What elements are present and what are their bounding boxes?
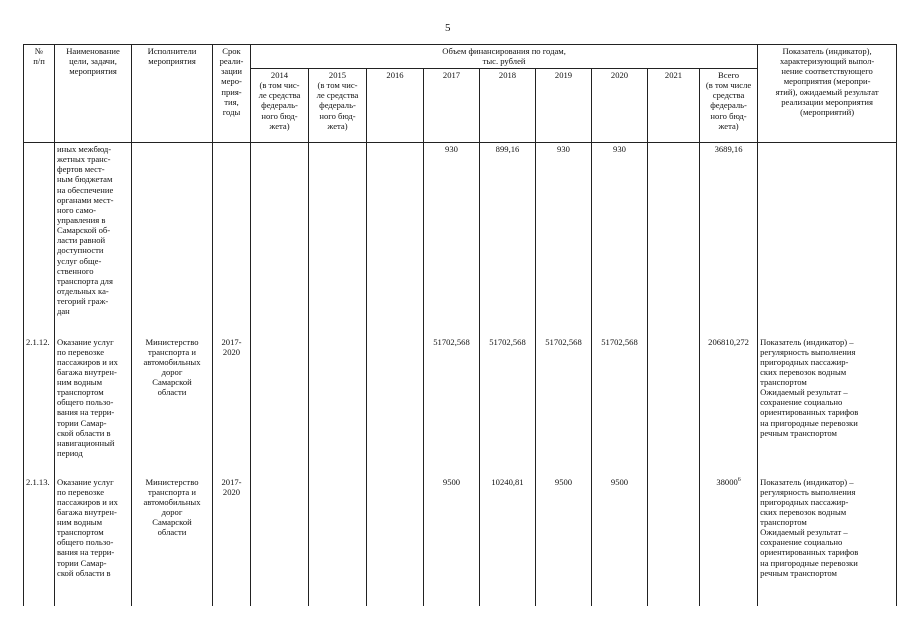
row-total <box>700 143 758 336</box>
row-indicator: Показатель (индикатор) – регулярность выполнения пригородных пассажир- ских перевозок водным транспортом Ожидаемый результат – сохранение социально ориентированных тарифов на пригородные перевозки речным транспортом <box>758 476 897 606</box>
row-total <box>700 476 758 606</box>
header-year-2014: 2014 (в том чис- ле средства федераль- ного бюд- жета) <box>251 69 309 143</box>
row-value-2015 <box>309 143 367 336</box>
header-name: Наименование цели, задачи, мероприятия <box>55 45 132 143</box>
row-value-2019: 9500 <box>536 476 592 606</box>
row-num: 2.1.12. <box>24 336 55 476</box>
row-value-2016 <box>367 476 424 606</box>
row-total-value: 206810,272 <box>708 336 749 347</box>
header-year-2021: 2021 <box>648 69 700 143</box>
row-value-2014 <box>251 143 309 336</box>
row-value-2014 <box>251 476 309 606</box>
row-executors: Министерство транспорта и автомобильных дорог Самарской области <box>132 476 213 606</box>
table-row <box>24 336 897 476</box>
row-total <box>700 336 758 476</box>
row-term: 2017- 2020 <box>213 336 251 476</box>
header-year-2020: 2020 <box>592 69 648 143</box>
row-total-value: 38000 <box>716 476 738 487</box>
row-value-2018: 10240,81 <box>480 476 536 606</box>
row-total-value: 3689,16 <box>714 144 743 154</box>
page-number: 5 <box>445 22 451 34</box>
row-executors: Министерство транспорта и автомобильных дорог Самарской области <box>132 336 213 476</box>
header-year-2016: 2016 <box>367 69 424 143</box>
row-value-2019: 930 <box>536 143 592 336</box>
row-value-2016 <box>367 336 424 476</box>
header-year-2019: 2019 <box>536 69 592 143</box>
row-value-2017: 9500 <box>424 476 480 606</box>
row-value-2019: 51702,568 <box>536 336 592 476</box>
row-value-2020: 51702,568 <box>592 336 648 476</box>
row-name: иных межбюд- жетных транс- фертов мест- ным бюджетам на обеспечение органами мест- ного само- управления в Самарской об- ласти равной доступности услуг обще- ственного транспорта для отдельных ка- тегорий граж- дан <box>55 143 132 336</box>
row-name: Оказание услуг по перевозке пассажиров и их багажа внутрен- ним водным транспортом общего пользо- вания на терри- тории Самар- ской области в <box>55 476 132 606</box>
row-value-2021 <box>648 143 700 336</box>
row-value-2018: 51702,568 <box>480 336 536 476</box>
header-total: Всего (в том числе средства федераль- ного бюд- жета) <box>700 69 758 143</box>
row-num: 2.1.13. <box>24 476 55 606</box>
table-header <box>24 45 897 143</box>
row-term: 2017- 2020 <box>213 476 251 606</box>
row-value-2015 <box>309 336 367 476</box>
row-name: Оказание услуг по перевозке пассажиров и их багажа внутрен- ним водным транспортом общего пользо- вания на терри- тории Самар- ской области в навигационный период <box>55 336 132 476</box>
header-year-2015: 2015 (в том чис- ле средства федераль- ного бюд- жета) <box>309 69 367 143</box>
header-num: № п/п <box>24 45 55 143</box>
header-year-2017: 2017 <box>424 69 480 143</box>
row-value-2016 <box>367 143 424 336</box>
row-num <box>24 143 55 336</box>
row-executors <box>132 143 213 336</box>
row-value-2021 <box>648 336 700 476</box>
row-value-2014 <box>251 336 309 476</box>
header-executors: Исполнители мероприятия <box>132 45 213 143</box>
row-total-footnote: 6 <box>737 476 741 483</box>
row-value-2020: 9500 <box>592 476 648 606</box>
row-value-2017: 51702,568 <box>424 336 480 476</box>
financing-table <box>23 44 897 606</box>
header-year-2018: 2018 <box>480 69 536 143</box>
row-value-2018: 899,16 <box>480 143 536 336</box>
row-term <box>213 143 251 336</box>
header-term: Срок реали- зации меро- прия- тия, годы <box>213 45 251 143</box>
row-value-2015 <box>309 476 367 606</box>
row-value-2021 <box>648 476 700 606</box>
header-indicator: Показатель (индикатор), характеризующий выпол- нение соответствующего мероприятия (меропри- ятий), ожидаемый результат реализации мероприятия (мероприятий) <box>758 45 897 143</box>
row-value-2020: 930 <box>592 143 648 336</box>
row-indicator <box>758 143 897 336</box>
header-financing: Объем финансирования по годам, тыс. рублей <box>251 45 758 69</box>
table-row <box>24 476 897 606</box>
table-row <box>24 143 897 336</box>
row-value-2017: 930 <box>424 143 480 336</box>
row-indicator: Показатель (индикатор) – регулярность выполнения пригородных пассажир- ских перевозок водным транспортом Ожидаемый результат – сохранение социально ориентированных тарифов на пригородные перевозки речным транспортом <box>758 336 897 476</box>
